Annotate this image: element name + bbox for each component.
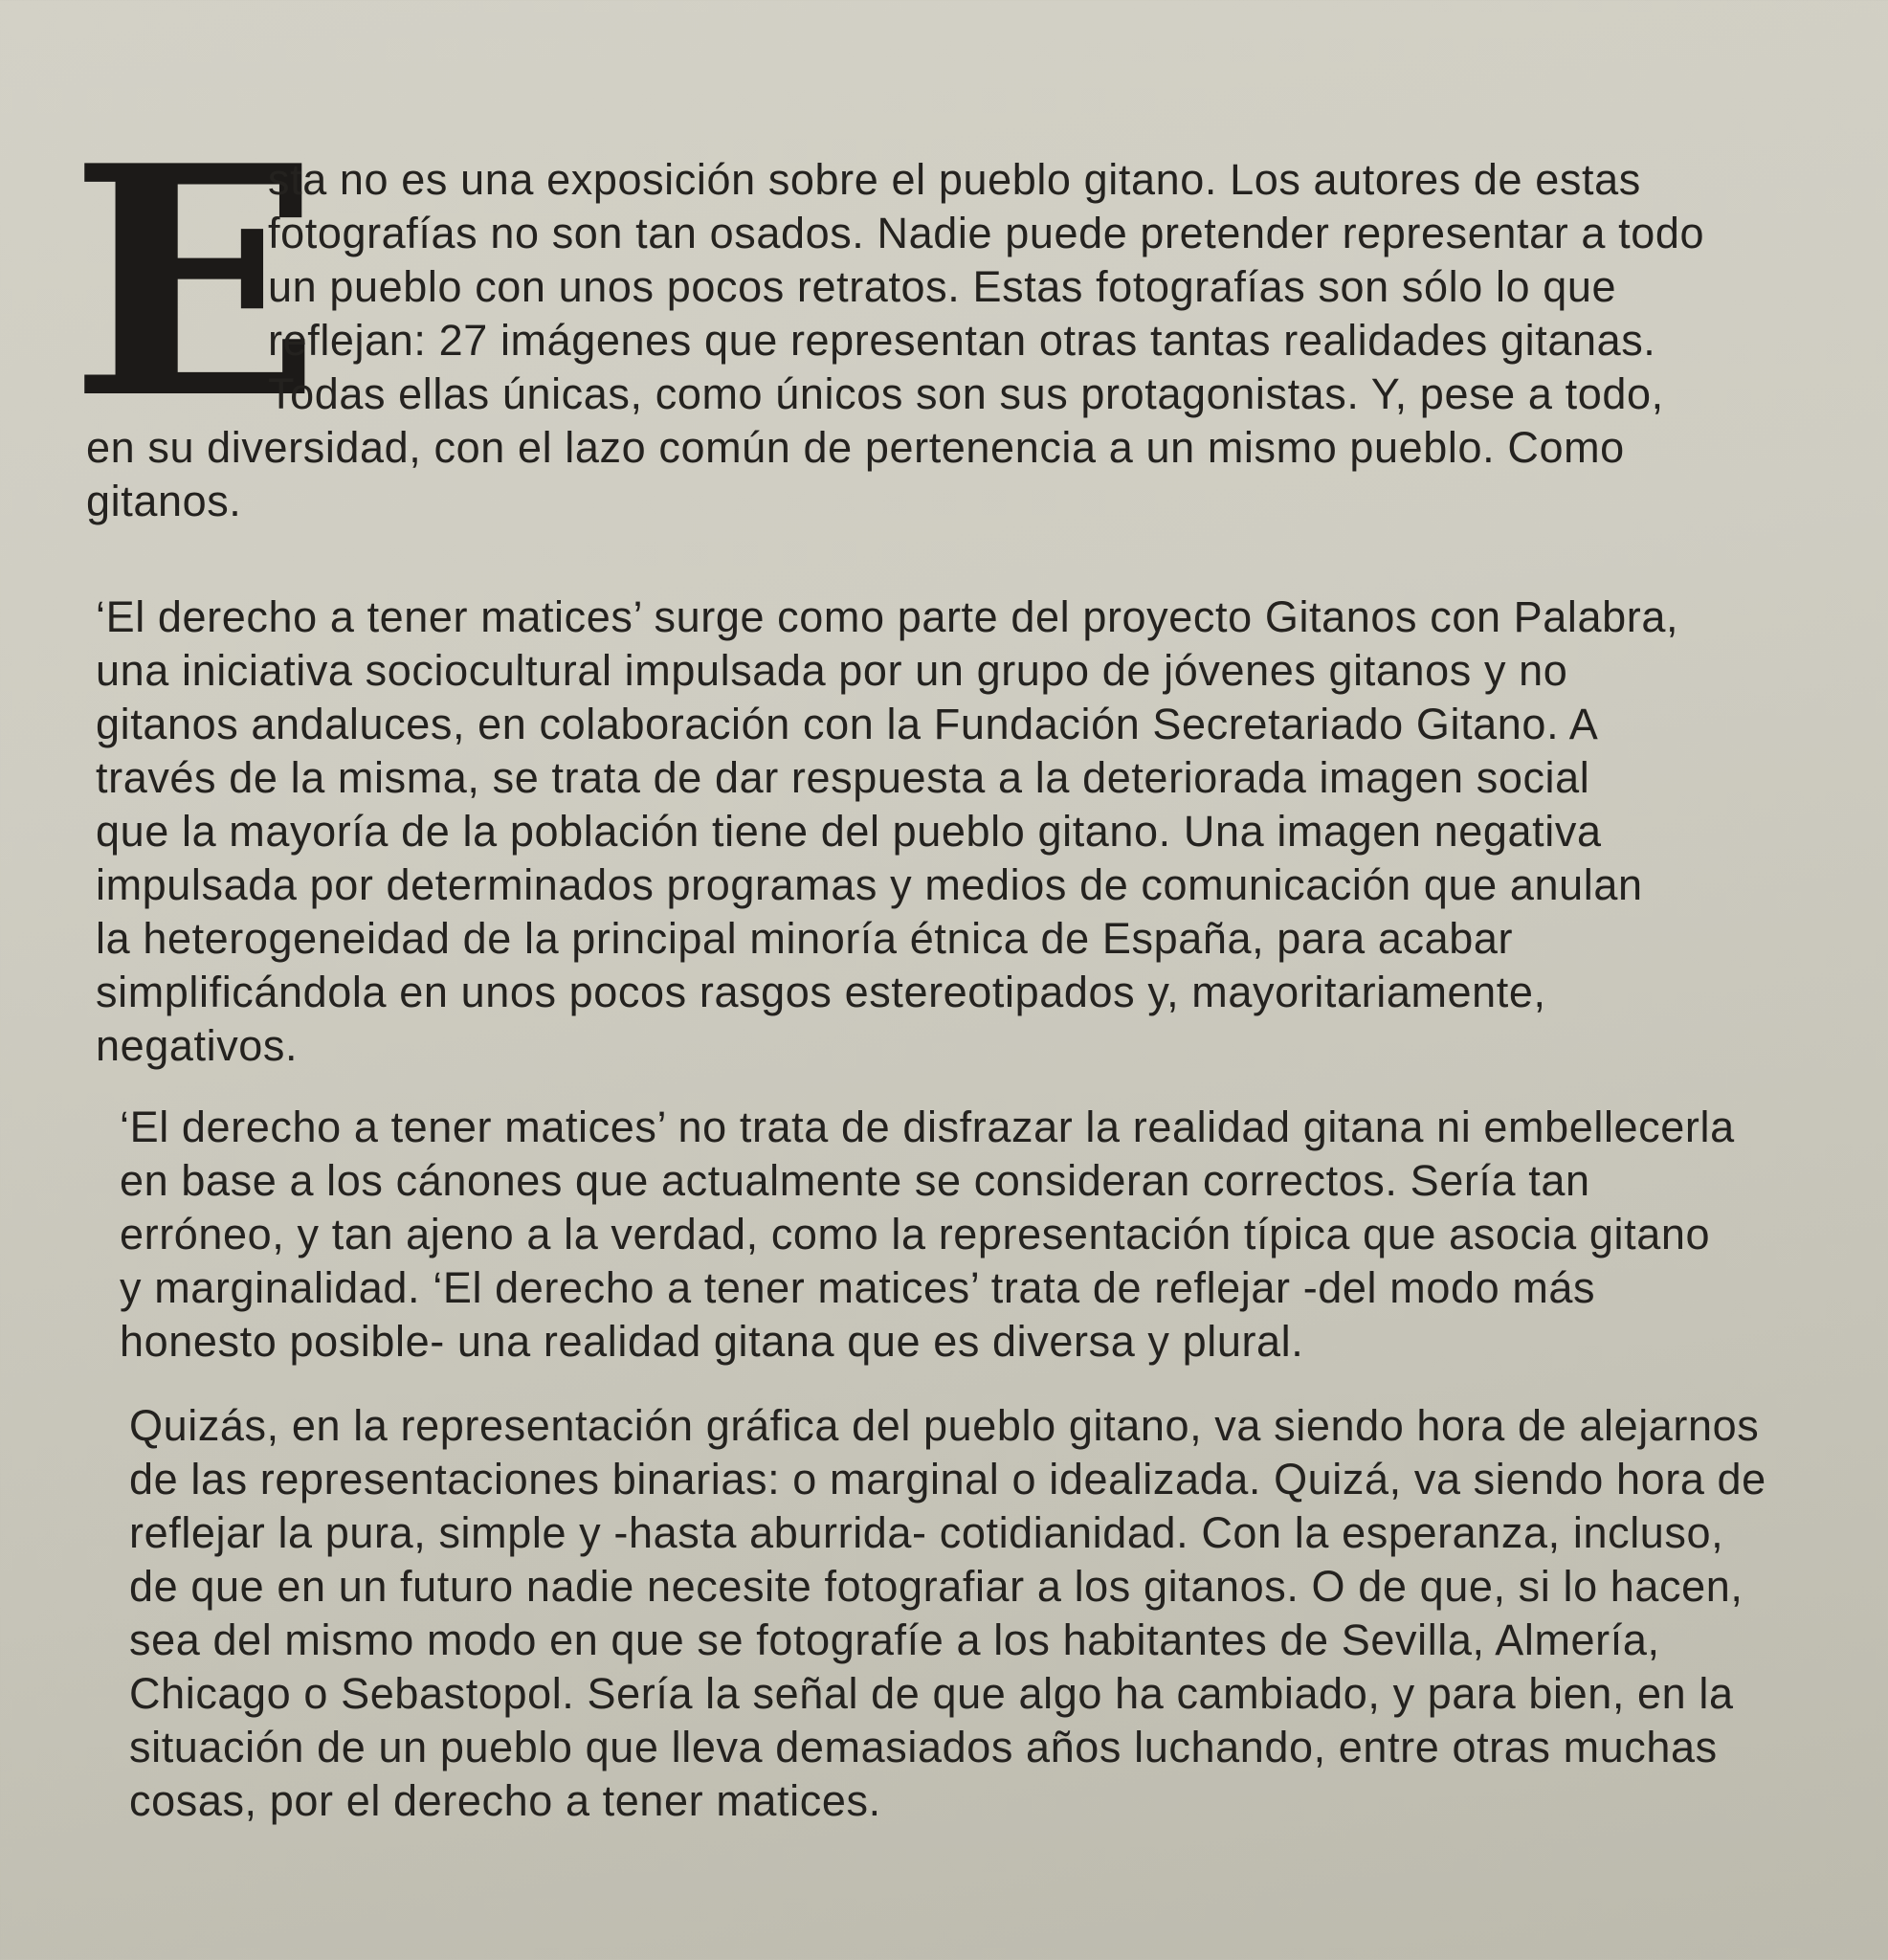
- text-line: negativos.: [96, 1021, 299, 1070]
- text-line: de que en un futuro nadie necesite fotografiar a los gitanos. O de que, si lo hacen,: [129, 1562, 1744, 1611]
- text-line: Quizás, en la representación gráfica del pueblo gitano, va siendo hora de alejarnos: [129, 1401, 1760, 1450]
- text-line: fotografías no son tan osados. Nadie puede pretender representar a todo: [268, 209, 1705, 257]
- text-line: una iniciativa sociocultural impulsada por un grupo de jóvenes gitanos y no: [96, 646, 1568, 695]
- paragraph-2: [96, 590, 1799, 1073]
- text-line: simplificándola en unos pocos rasgos estereotipados y, mayoritariamente,: [96, 968, 1546, 1016]
- text-line: en base a los cánones que actualmente se consideran correctos. Sería tan: [120, 1156, 1590, 1205]
- paragraph-1-indented: [268, 153, 1888, 421]
- text-line: impulsada por determinados programas y medios de comunicación que anulan: [96, 860, 1643, 909]
- text-line: Chicago o Sebastopol. Sería la señal de que algo ha cambiado, y para bien, en la: [129, 1669, 1734, 1718]
- text-line: en su diversidad, con el lazo común de pertenencia a un mismo pueblo. Como: [86, 423, 1625, 472]
- text-line: un pueblo con unos pocos retratos. Estas fotografías son sólo lo que: [268, 262, 1617, 311]
- paragraph-4: [129, 1399, 1832, 1828]
- drop-cap-letter: E: [69, 97, 322, 468]
- text-line: sea del mismo modo en que se fotografíe a los habitantes de Sevilla, Almería,: [129, 1615, 1660, 1664]
- paragraph-3: [120, 1101, 1823, 1369]
- text-line: reflejan: 27 imágenes que representan otras tantas realidades gitanas.: [268, 316, 1656, 365]
- text-line: situación de un pueblo que lleva demasiados años luchando, entre otras muchas: [129, 1723, 1718, 1771]
- text-line: reflejar la pura, simple y -hasta aburrida- cotidianidad. Con la esperanza, incluso,: [129, 1508, 1724, 1557]
- text-line: ‘El derecho a tener matices’ surge como parte del proyecto Gitanos con Palabra,: [96, 592, 1679, 641]
- text-line: cosas, por el derecho a tener matices.: [129, 1776, 881, 1825]
- text-line: de las representaciones binarias: o marginal o idealizada. Quizá, va siendo hora de: [129, 1455, 1766, 1503]
- text-line: erróneo, y tan ajeno a la verdad, como la representación típica que asocia gitano: [120, 1210, 1711, 1258]
- text-line: honesto posible- una realidad gitana que es diversa y plural.: [120, 1317, 1304, 1366]
- text-line: través de la misma, se trata de dar respuesta a la deteriorada imagen social: [96, 753, 1590, 802]
- text-line: ‘El derecho a tener matices’ no trata de disfrazar la realidad gitana ni embellecerla: [120, 1102, 1735, 1151]
- text-line: gitanos andaluces, en colaboración con la Fundación Secretariado Gitano. A: [96, 700, 1599, 748]
- paragraph-1-continuation: [86, 421, 1789, 528]
- text-line: y marginalidad. ‘El derecho a tener matices’ trata de reflejar -del modo más: [120, 1263, 1596, 1312]
- text-line: sta no es una exposición sobre el pueblo gitano. Los autores de estas: [268, 155, 1641, 204]
- text-line: la heterogeneidad de la principal minoría étnica de España, para acabar: [96, 914, 1514, 963]
- text-line: que la mayoría de la población tiene del pueblo gitano. Una imagen negativa: [96, 807, 1602, 856]
- text-line: gitanos.: [86, 477, 242, 525]
- text-line: Todas ellas únicas, como únicos son sus protagonistas. Y, pese a todo,: [268, 369, 1664, 418]
